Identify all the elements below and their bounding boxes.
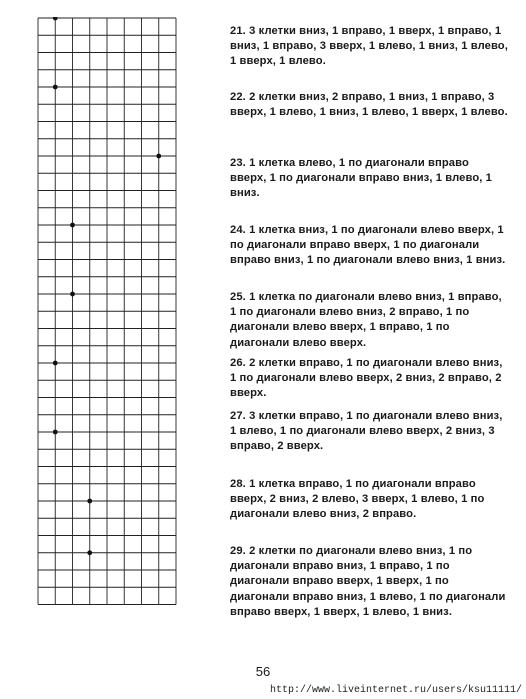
task-number: 22. (230, 91, 246, 103)
task-21 (230, 24, 508, 70)
task-text: 1 клетка вниз, 1 по диагонали влево вверх, 1 по диагонали вправо вверх, 1 по диагонали вправо вниз, 1 по диагонали влево вниз, 1 вниз. (230, 224, 506, 267)
dictation-grid (37, 17, 177, 606)
task-text: 1 клетка вправо, 1 по диагонали вправо вверх, 2 вниз, 2 влево, 3 вверх, 1 влево, 1 по диагонали влево вниз, 2 вправо. (230, 478, 485, 521)
task-27 (230, 409, 508, 455)
task-22 (230, 90, 508, 120)
task-25 (230, 290, 508, 351)
task-number: 25. (230, 291, 246, 303)
task-29 (230, 544, 508, 620)
start-dot-task-23 (156, 154, 161, 159)
graph-paper-grid (37, 17, 177, 606)
task-text: 1 клетка по диагонали влево вниз, 1 вправо, 1 по диагонали влево вниз, 2 вправо, 1 по диагонали влево вверх, 1 вправо, 1 по диагонали влево вверх. (230, 291, 502, 349)
task-28 (230, 477, 508, 523)
task-number: 27. (230, 410, 246, 422)
task-text: 2 клетки вправо, 1 по диагонали влево вниз, 1 по диагонали влево вверх, 2 вниз, 2 вправо, 2 вверх. (230, 357, 503, 400)
task-text: 2 клетки по диагонали влево вниз, 1 по диагонали вправо вниз, 1 вправо, 1 по диагонали вправо вверх, 1 вверх, 1 по диагонали вправо вниз, 1 влево, 1 по диагонали вправо вверх, 1 вверх, 1 влево, 1 вниз. (230, 545, 506, 618)
task-text: 2 клетки вниз, 2 вправо, 1 вниз, 1 вправо, 3 вверх, 1 влево, 1 вниз, 1 влево, 1 вверх, 1 влево. (230, 91, 508, 119)
task-text: 3 клетки вправо, 1 по диагонали влево вниз, 1 влево, 1 по диагонали влево вверх, 2 вниз, 3 вправо, 2 вверх. (230, 410, 503, 453)
start-dot-task-28 (87, 499, 92, 504)
task-number: 28. (230, 478, 246, 490)
task-number: 29. (230, 545, 246, 557)
task-24 (230, 223, 508, 269)
start-dot-task-27 (53, 430, 58, 435)
task-text: 3 клетки вниз, 1 вправо, 1 вверх, 1 вправо, 1 вниз, 1 вправо, 3 вверх, 1 влево, 1 вниз, 1 влево, 1 вверх, 1 влево. (230, 25, 508, 68)
task-23 (230, 156, 508, 202)
start-dot-task-25 (70, 292, 75, 297)
task-26 (230, 356, 508, 402)
task-number: 21. (230, 25, 246, 37)
task-number: 23. (230, 157, 246, 169)
task-number: 24. (230, 224, 246, 236)
watermark-url: http://www.liveinternet.ru/users/ksu11111/ (269, 685, 522, 696)
task-text: 1 клетка влево, 1 по диагонали вправо вверх, 1 по диагонали вправо вниз, 1 влево, 1 вниз. (230, 157, 492, 200)
page-number: 56 (255, 664, 271, 679)
start-dot-task-21 (53, 17, 58, 20)
start-dot-task-22 (53, 85, 58, 90)
start-dot-task-29 (87, 550, 92, 555)
task-number: 26. (230, 357, 246, 369)
start-dot-task-24 (70, 223, 75, 228)
start-dot-task-26 (53, 361, 58, 366)
